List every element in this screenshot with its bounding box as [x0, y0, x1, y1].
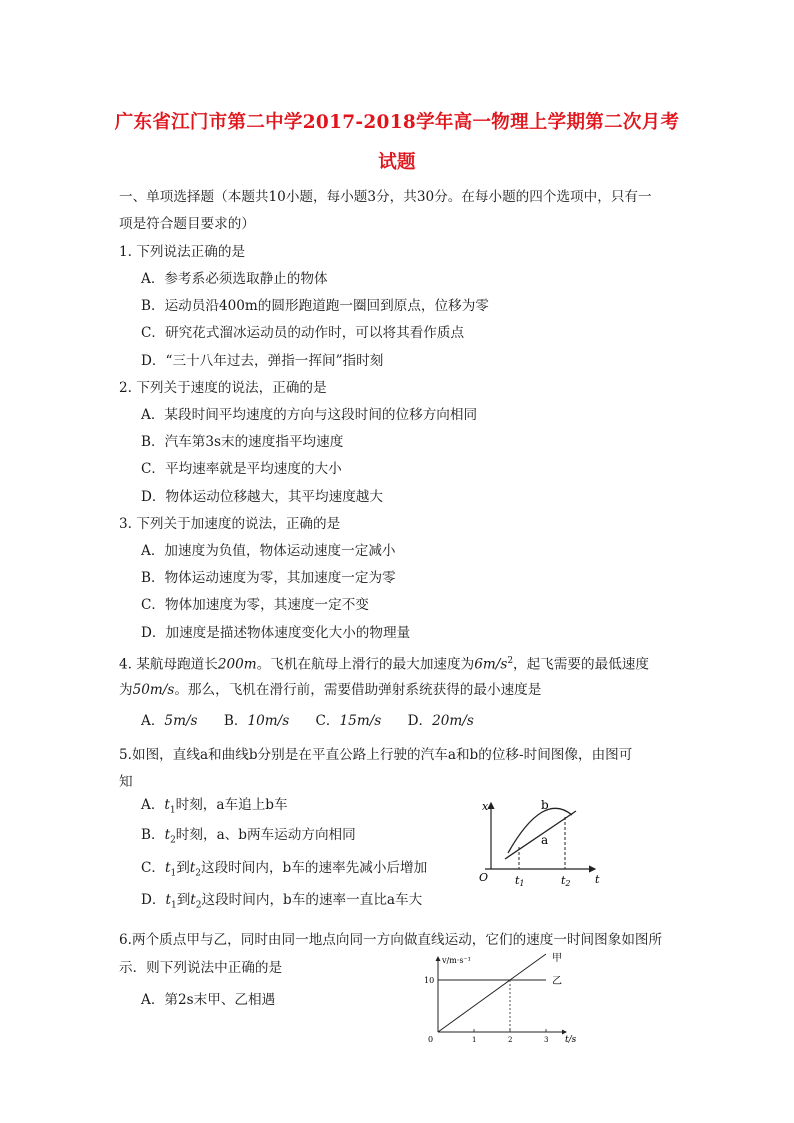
q6-origin-label: 0 — [428, 1035, 434, 1044]
q6-option-a: A．第2s末甲、乙相遇 — [141, 992, 276, 1008]
q5-option-c-t2: t — [189, 860, 196, 876]
q5-option-c-to: 到 — [176, 860, 190, 876]
q5-option-d-text: 这段时间内，b车的速率一直比a车大 — [201, 892, 423, 908]
q4-length: 200m — [217, 656, 257, 673]
q4-option-b-value: 10m/s — [247, 713, 290, 729]
q4-acceleration: 6m/s — [474, 656, 508, 673]
q5-option-c-text: 这段时间内，b车的速率先减小后增加 — [201, 860, 428, 876]
q4-stem2-a: 为 — [119, 682, 133, 698]
q6-label-yi: 乙 — [552, 976, 562, 987]
q4-option-b — [224, 713, 289, 729]
q2-option-a: A．某段时间平均速度的方向与这段时间的位移方向相同 — [141, 407, 478, 423]
q1-option-d: D．“三十八年过去，弹指一挥间”指时刻 — [141, 353, 384, 369]
q5-option-d-t1: t — [165, 892, 171, 908]
q4-option-a-value: 5m/s — [164, 713, 198, 729]
q5-tick-t1-t: t — [515, 874, 520, 887]
q3-option-b: B．物体运动速度为零，其加速度一定为零 — [141, 570, 396, 586]
q4-stem-line2 — [119, 680, 541, 700]
q4-option-a-label: A． — [141, 713, 165, 729]
q5-option-a-text: 时刻，a车追上b车 — [175, 797, 288, 813]
q6-vt-marks — [424, 952, 562, 1044]
q4-option-d-label: D． — [407, 713, 433, 729]
q6-x-tick-0: 1 — [472, 1036, 477, 1044]
q5-option-a-label: A． — [141, 797, 165, 813]
q4-acc-exponent: 2 — [507, 656, 514, 666]
q4-stem2-b: 。那么，飞机在滑行前，需要借助弹射系统获得的最小速度是 — [174, 682, 542, 698]
doc-title-line2: 试题 — [378, 152, 416, 173]
doc-title-line1: 广东省江门市第二中学2017-2018学年高一物理上学期第二次月考 — [114, 112, 680, 133]
q4-vmin: 50m/s — [132, 682, 175, 698]
q1-stem: 1. 下列说法正确的是 — [119, 244, 246, 260]
q5-stem: 5.如图，直线a和曲线b分别是在平直公路上行驶的汽车a和b的位移-时间图像，由图可 — [119, 747, 633, 763]
q4-stem — [119, 651, 649, 675]
q4-stem-a: 4. 某航母跑道长 — [119, 656, 218, 673]
q5-option-a — [141, 795, 288, 821]
q5-y-label: x — [482, 800, 489, 813]
q5-stem-cont: 知 — [119, 774, 133, 790]
q4-option-c-label: C． — [315, 713, 340, 729]
q5-tick-t2 — [561, 874, 571, 887]
q5-label-a: a — [541, 833, 549, 847]
q5-option-c-sub2: 2 — [195, 868, 201, 879]
q2-option-d: D．物体运动位移越大，其平均速度越大 — [141, 489, 383, 505]
q2-stem: 2. 下列关于速度的说法，正确的是 — [119, 380, 327, 396]
q6-stem: 6.两个质点甲与乙，同时由同一地点向同一方向做直线运动，它们的速度一时间图象如图所 — [119, 932, 663, 948]
q6-vt-graph — [416, 952, 586, 1048]
q5-option-b-text: 时刻，a、b两车运动方向相同 — [175, 827, 356, 843]
section-heading-cont: 项是符合题目要求的） — [119, 216, 255, 232]
q3-option-a: A．加速度为负值，物体运动速度一定减小 — [141, 543, 396, 559]
q4-option-d-value: 20m/s — [432, 713, 474, 729]
q6-stem-cont: 示．则下列说法中正确的是 — [119, 960, 283, 976]
q4-options — [141, 709, 496, 729]
q5-option-d — [141, 890, 422, 916]
q6-x-label: t/s — [565, 1035, 577, 1045]
q5-tick-t2-t: t — [561, 874, 566, 887]
q5-tick-t2-sub: 2 — [565, 879, 571, 887]
q5-option-c-sub1: 1 — [170, 868, 177, 879]
q5-tick-t1-sub: 1 — [519, 879, 525, 887]
q5-origin-label: O — [479, 871, 489, 884]
q6-x-tick-1: 2 — [508, 1036, 513, 1044]
q1-option-b: B．运动员沿400m的圆形跑道跑一圈回到原点，位移为零 — [141, 298, 489, 314]
q1-option-a: A．参考系必须选取静止的物体 — [141, 271, 328, 287]
q4-option-c — [316, 713, 382, 729]
q4-option-b-label: B． — [223, 713, 248, 729]
q6-y-tick-0: 10 — [424, 976, 435, 985]
q4-stem-b: 。飞机在航母上滑行的最大加速度为 — [256, 656, 475, 673]
q5-option-a-sub: 1 — [169, 805, 176, 816]
q5-option-d-sub2: 2 — [195, 900, 202, 911]
q5-option-a-t: t — [164, 797, 170, 813]
q5-option-b-sub: 2 — [170, 835, 176, 846]
q5-option-d-to: 到 — [176, 892, 191, 908]
q2-option-c: C．平均速率就是平均速度的大小 — [141, 461, 342, 477]
q6-label-jia: 甲 — [552, 953, 562, 964]
q3-option-d: D．加速度是描述物体速度变化大小的物理量 — [141, 625, 411, 641]
q1-option-c: C．研究花式溜冰运动员的动作时，可以将其看作质点 — [141, 325, 465, 341]
q5-option-c-t1: t — [165, 860, 171, 876]
q5-label-b: b — [541, 798, 549, 812]
q4-option-d — [408, 713, 474, 729]
q5-option-d-label: D． — [141, 892, 166, 908]
q5-option-b — [141, 825, 356, 851]
q3-option-c: C．物体加速度为零，其速度一定不变 — [141, 597, 369, 613]
q4-option-a — [141, 713, 198, 729]
q5-option-d-t2: t — [190, 892, 196, 908]
q6-series-jia-line — [438, 954, 546, 1032]
q5-option-c — [141, 858, 427, 884]
q6-y-label: v/m·s⁻¹ — [442, 956, 471, 965]
section-heading: 一、单项选择题（本题共10小题，每小题3分，共30分。在每小题的四个选项中，只有一 — [119, 189, 652, 205]
q4-option-c-value: 15m/s — [339, 713, 382, 729]
q6-x-tick-2: 3 — [544, 1036, 549, 1044]
q5-option-c-label: C． — [141, 860, 165, 876]
q3-stem: 3. 下列关于加速度的说法，正确的是 — [119, 516, 341, 532]
q5-option-d-sub1: 1 — [170, 900, 177, 911]
q5-x-label: t — [595, 873, 600, 886]
q5-curve-b — [508, 808, 572, 853]
q5-xt-graph — [475, 795, 605, 887]
q4-stem-c: ，起飞需要的最低速度 — [513, 656, 649, 673]
q5-option-b-t: t — [164, 827, 171, 843]
q5-option-b-label: B． — [141, 827, 165, 843]
q5-tick-t1 — [515, 874, 525, 887]
q2-option-b: B．汽车第3s末的速度指平均速度 — [141, 434, 344, 450]
